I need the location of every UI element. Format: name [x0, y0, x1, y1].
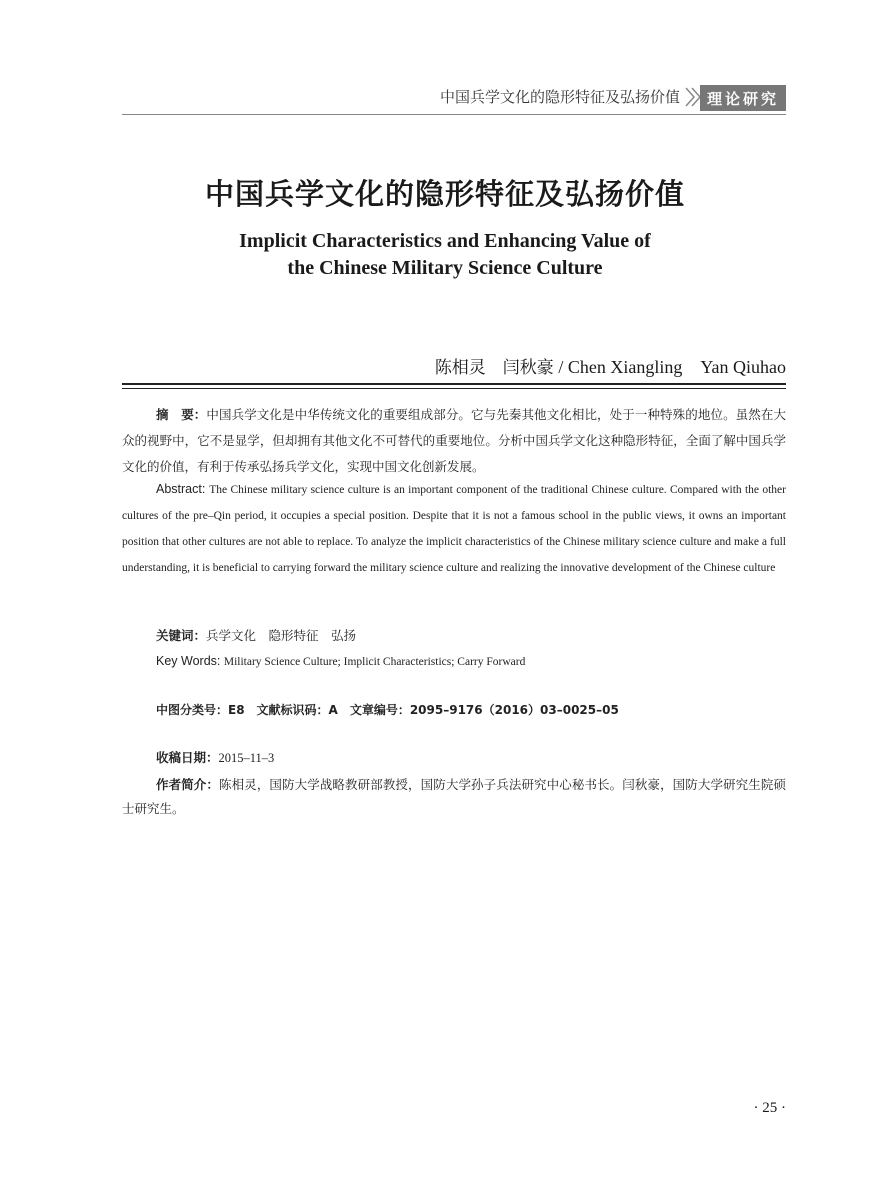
abstract-en-text: The Chinese military science culture is an important component of the traditional Chinese culture. Compared with the other cultures of the pre–Qin period, it occupies a special position. Despite that it is not a famous school in the public views, it owns an important position that other cultures are not able to replace. To analyze the implicit characteristics of the Chinese military science culture and make a full understanding, it is beneficial to carrying forward the military science culture and realizing the innovative development of the Chinese culture — [122, 484, 786, 574]
running-header-title: 中国兵学文化的隐形特征及弘扬价值 — [439, 88, 680, 106]
author-divider-thick — [122, 383, 786, 385]
authors-separator: / — [553, 357, 568, 377]
keywords-en-text: Military Science Culture; Implicit Characteristics; Carry Forward — [223, 656, 526, 668]
received-date-value: 2015–11–3 — [218, 751, 275, 765]
paper-title-en-line2: the Chinese Military Science Culture — [287, 257, 603, 279]
authors-cn: 陈相灵 闫秋豪 — [434, 358, 554, 378]
author-bio-label: 作者简介： — [156, 777, 220, 792]
page-number: · 25 · — [753, 1100, 786, 1116]
author-bio-text: 陈相灵，国防大学战略教研部教授，国防大学孙子兵法研究中心秘书长。闫秋豪，国防大学研究生院硕士研究生。 — [122, 777, 786, 816]
abstract-en-label: Abstract: — [156, 482, 210, 496]
authors-en: Chen Xiangling Yan Qiuhao — [567, 357, 786, 377]
author-divider-thin — [122, 388, 786, 389]
paper-title-cn: 中国兵学文化的隐形特征及弘扬价值 — [204, 177, 685, 211]
received-date-label: 收稿日期： — [156, 750, 219, 765]
section-tag: 理论研究 — [700, 85, 786, 111]
author-line — [435, 353, 786, 379]
abstract-en — [122, 476, 786, 581]
classification-line: 中图分类号：E8 文献标识码：A 文章编号：2095–9176（2016）03–0025–05 — [156, 703, 619, 717]
keywords-cn-label: 关键词： — [156, 628, 207, 643]
keywords-en-label: Key Words: — [156, 654, 224, 668]
keywords-cn — [122, 626, 820, 646]
abstract-cn — [122, 402, 786, 480]
header-divider — [122, 114, 786, 115]
received-date — [122, 748, 820, 768]
keywords-cn-text: 兵学文化 隐形特征 弘扬 — [206, 628, 357, 643]
paper-title-en-line1: Implicit Characteristics and Enhancing Value of — [239, 230, 651, 252]
keywords-en — [122, 651, 820, 672]
paper-title-en — [0, 228, 890, 282]
abstract-cn-label: 摘 要： — [156, 407, 207, 422]
author-bio — [122, 773, 786, 821]
abstract-cn-text: 中国兵学文化是中华传统文化的重要组成部分。它与先秦其他文化相比，处于一种特殊的地位。虽然在大众的视野中，它不是显学，但却拥有其他文化不可替代的重要地位。分析中国兵学文化这种隐形特征，全面了解中国兵学文化的价值，有利于传承弘扬兵学文化，实现中国文化创新发展。 — [122, 407, 786, 474]
